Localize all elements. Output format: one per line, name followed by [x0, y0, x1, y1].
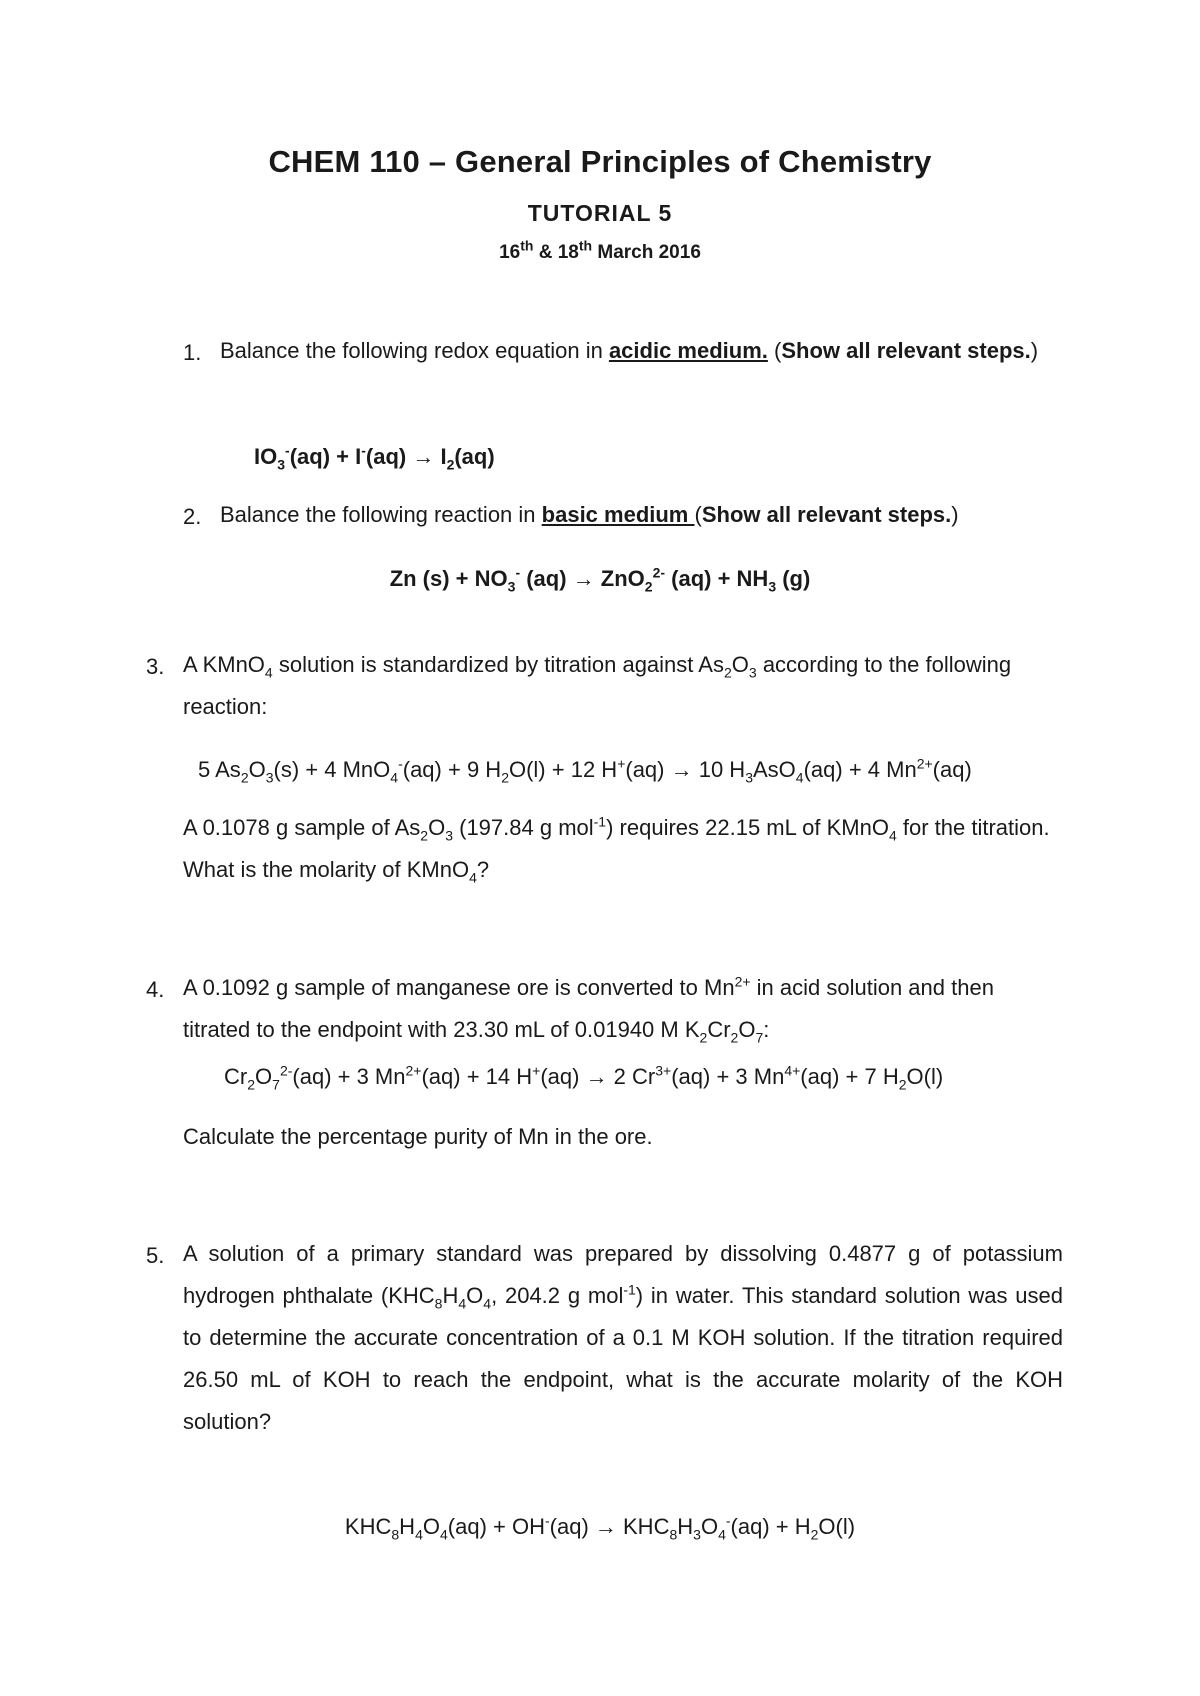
question-1-number: 1. — [183, 340, 202, 365]
question-3-number: 3. — [146, 654, 165, 679]
question-4-equation: $Cr_2O_7^{2-}(aq) + 3$ $Mn^{2+}(aq) + 14$ H+(aq) → 2 $Cr^{3+}(aq) + 3$ $Mn^{4+}(aq) + 7$ $H_2O(l)$ — [224, 1062, 944, 1093]
question-4-text: A 0.1092 g sample of manganese ore is converted to $Mn^{2+}$ in acid solution and then titrated to the endpoint with 23.30 mL of 0.01940 M $K_2Cr_2O_7$: — [183, 973, 994, 1046]
tutorial-heading: TUTORIAL 5 — [527, 200, 673, 226]
question-3-text: A KMnO$_4$ solution is standardized by titration against $As_2O_3$ according to the following reaction: — [183, 652, 1012, 719]
question-1-text: Balance the following redox equation in acidic medium. (Show all relevant steps.) — [220, 338, 1039, 363]
question-2-equation: Zn $(s) + NO_3^-$ (aq) → ZnO$_2^{2-}$ $(aq) + NH_3$ (g) — [389, 564, 811, 595]
question-3-problem: A 0.1078 g sample of $As_2O_3$ (197.84 g mol$^{-1}$) requires 22.15 mL of KMnO$_4$ for the titration. What is the molarity of KMnO$_4$? — [183, 813, 1050, 886]
page-title: CHEM 110 – General Principles of Chemistry — [268, 144, 932, 179]
question-4-number: 4. — [146, 977, 165, 1002]
question-5-number: 5. — [146, 1243, 165, 1268]
question-5-equation: $KHC_8H_4O_4(aq) + OH^-(aq) \to KHC_8H_3O_4^-(aq) + H_2O(l)$ — [344, 1512, 856, 1543]
question-2-number: 2. — [183, 504, 202, 529]
question-2-text: Balance the following reaction in basic medium (Show all relevant steps.) — [220, 502, 959, 527]
question-3-equation: 5 $As_2O_3(s) + 4$ MnO$_4$-(aq) + 9 $H_2O(l) + 12$ H+(aq) → 10 $H_3AsO_4(aq) + 4$ $Mn^{2+}(aq)$ — [198, 755, 972, 786]
question-5-text: A solution of a primary standard was prepared by dissolving 0.4877 g of potassium hydrogen phthalate ($KHC_8H_4O_4$, 204.2 g mol$^{-1}$) in water. This standard solution was used to determine the accurate concentration of a 0.1 M KOH solution. If the titration required 26.50 mL of KOH to reach the endpoint, what is the accurate molarity of the KOH solution? — [183, 1241, 1063, 1434]
question-4-problem: Calculate the percentage purity of Mn in the ore. — [183, 1124, 653, 1149]
tutorial-date: 16th & 18th March 2016 — [499, 237, 701, 263]
question-1-equation: $IO_3^-(aq) + I^-(aq) \to I_2(aq)$ — [254, 442, 495, 473]
